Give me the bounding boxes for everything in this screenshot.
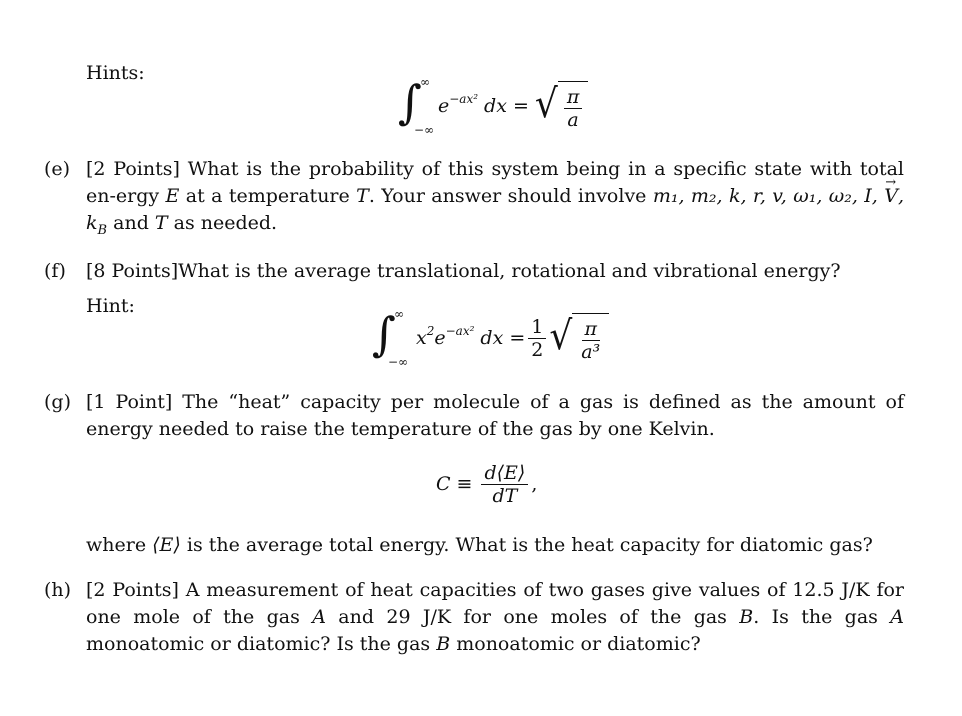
question-g: (g) [1 Point] The “heat” capacity per molecule of a gas is defined as the amount of energy needed to raise the temperature of the gas by one Kelvin. [44,391,904,440]
sqrt: √ $\frac{\pi}{a}$ [535,81,588,131]
gaussian-integral-equation: ∫ ∞ −∞ e −ax² dx = √ $\frac{\pi}{a}$ [398,80,588,132]
question-e: (e) [2 Points] What is the probability of this system being in a specific state with total en-ergy E at a temperature T. Your answer should involve m₁, m₂, k, r, v, ω₁, ω₂, I, → V, $k_B$ and T as needed. [44,156,904,244]
question-f: (f) [8 Points]What is the average translational, rotational and vibrational energy? [44,260,841,282]
integral-sign: ∫ ∞ −∞ [398,75,435,137]
question-h: (h) [2 Points] A measurement of heat capacities of two gases give values of 12.5 J/K for one mole of the gas A and 29 J/K for one moles of the gas B. Is the gas A monoatomic or diatomic? Is the gas B monoatomic or diatomic? [44,579,904,655]
hint-label-f: Hint: [86,295,135,317]
hints-label: Hints: [86,62,145,84]
question-g-followup: where ⟨E⟩ is the average total energy. What is the heat capacity for diatomic gas? [86,534,873,556]
heat-capacity-definition-equation: C ≡ $\frac{d⟨E⟩}{dT}$ , [436,462,538,507]
second-moment-integral-equation: ∫ ∞ −∞ x 2 e −ax² dx = $\frac{1}{2}$ √ $\frac{\pi}{\text{a³}}$ [372,312,609,364]
